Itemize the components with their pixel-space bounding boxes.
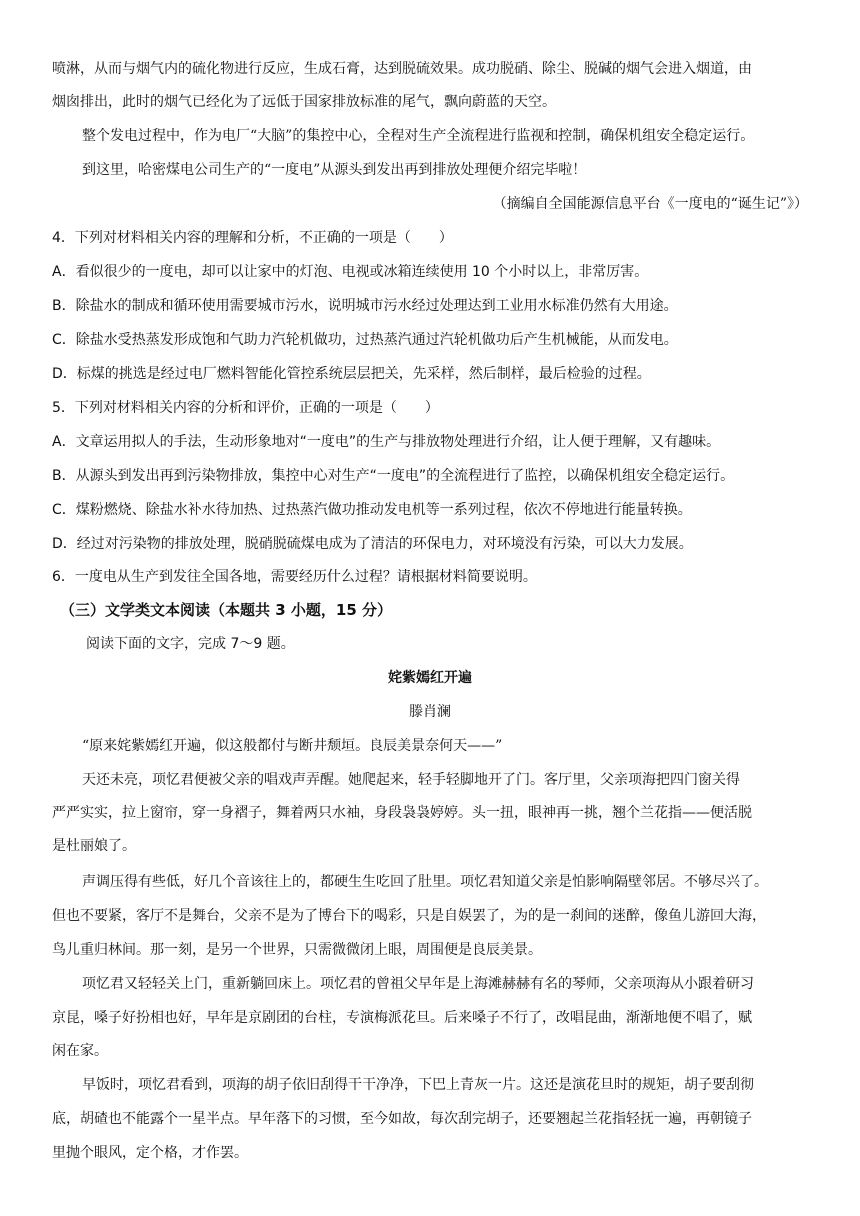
story-line: 里抛个眼风，定个格，才作罢。 [52, 1145, 248, 1161]
question-5-option-c: C．煤粉燃烧、除盐水补水待加热、过热蒸汽做功推动发电机等一系列过程，依次不停地进行能量转换。 [52, 502, 692, 518]
question-4-option-c: C．除盐水受热蒸发形成饱和气助力汽轮机做功，过热蒸汽通过汽轮机做功后产生机械能，从而发电。 [52, 332, 678, 348]
question-5-option-d: D．经过对污染物的排放处理，脱硝脱硫煤电成为了清洁的环保电力，对环境没有污染，可以大力发展。 [52, 536, 693, 552]
question-4-option-a: A．看似很少的一度电，却可以让家中的灯泡、电视或冰箱连续使用 10 个小时以上，非常厉害。 [52, 264, 649, 280]
story-line: 严严实实，拉上窗帘，穿一身褶子，舞着两只水袖，身段袅袅婷婷。头一扭，眼神再一挑，翘个兰花指——便活脱 [52, 805, 752, 821]
question-5-stem: 5．下列对材料相关内容的分析和评价，正确的一项是（ ） [52, 400, 439, 416]
story-line: 是杜丽娘了。 [52, 838, 136, 854]
story-title: 姹紫嫣红开遍 [388, 670, 472, 686]
story-line: 天还未亮，项忆君便被父亲的唱戏声弄醒。她爬起来，轻手轻脚地开了门。客厅里，父亲项海把四门窗关得 [82, 772, 740, 788]
story-line: 京昆，嗓子好扮相也好，早年是京剧团的台柱，专演梅派花旦。后来嗓子不行了，改唱昆曲，渐渐地便不唱了，赋 [52, 1010, 752, 1026]
story-line: “原来姹紫嫣红开遍，似这般都付与断井颓垣。良辰美景奈何天——” [82, 738, 503, 754]
passage-line: 喷淋，从而与烟气内的硫化物进行反应，生成石膏，达到脱硫效果。成功脱硝、除尘、脱碱的烟气会进入烟道，由 [52, 61, 752, 77]
story-line: 底，胡碴也不能露个一星半点。早年落下的习惯，至今如故，每次刮完胡子，还要翘起兰花指轻抚一遍，再朝镜子 [52, 1111, 752, 1127]
question-4-stem: 4．下列对材料相关内容的理解和分析，不正确的一项是（ ） [52, 230, 453, 246]
story-line: 闲在家。 [52, 1043, 108, 1059]
passage-line: 烟囱排出，此时的烟气已经化为了远低于国家排放标准的尾气，飘向蔚蓝的天空。 [52, 94, 556, 110]
passage-source: （摘编自全国能源信息平台《一度电的“诞生记”》） [492, 196, 808, 212]
passage-line: 整个发电过程中，作为电厂“大脑”的集控中心，全程对生产全流程进行监视和控制，确保机组安全稳定运行。 [82, 128, 755, 144]
story-author: 滕肖澜 [409, 704, 451, 720]
question-5-option-b: B．从源头到发出再到污染物排放，集控中心对生产“一度电”的全流程进行了监控，以确保机组安全稳定运行。 [52, 468, 735, 484]
question-4-option-b: B．除盐水的制成和循环使用需要城市污水，说明城市污水经过处理达到工业用水标准仍然有大用途。 [52, 298, 678, 314]
story-line: 声调压得有些低，好几个音该往上的，都硬生生吃回了肚里。项忆君知道父亲是怕影响隔壁邻居。不够尽兴了。 [82, 874, 768, 890]
question-4-option-d: D．标煤的挑选是经过电厂燃料智能化管控系统层层把关，先采样，然后制样，最后检验的过程。 [52, 366, 651, 382]
story-line: 早饭时，项忆君看到，项海的胡子依旧刮得干干净净，下巴上青灰一片。这还是演花旦时的规矩，胡子要刮彻 [82, 1077, 754, 1093]
story-line: 但也不要紧，客厅不是舞台，父亲不是为了博台下的喝彩，只是自娱罢了，为的是一刹间的迷醉，像鱼儿游回大海， [52, 908, 766, 924]
section-instruction: 阅读下面的文字，完成 7～9 题。 [86, 636, 295, 652]
story-line: 鸟儿重归林间。那一刻，是另一个世界，只需微微闭上眼，周围便是良辰美景。 [52, 942, 542, 958]
question-6-stem: 6．一度电从生产到发往全国各地，需要经历什么过程？请根据材料简要说明。 [52, 569, 537, 585]
question-5-option-a: A．文章运用拟人的手法，生动形象地对“一度电”的生产与排放物处理进行介绍，让人便于理解，又有趣味。 [52, 434, 721, 450]
section-heading: （三）文学类文本阅读（本题共 3 小题，15 分） [60, 601, 392, 619]
passage-line: 到这里，哈密煤电公司生产的“一度电”从源头到发出再到排放处理便介绍完毕啦！ [82, 162, 587, 178]
story-line: 项忆君又轻轻关上门，重新躺回床上。项忆君的曾祖父早年是上海滩赫赫有名的琴师，父亲项海从小跟着研习 [82, 976, 754, 992]
